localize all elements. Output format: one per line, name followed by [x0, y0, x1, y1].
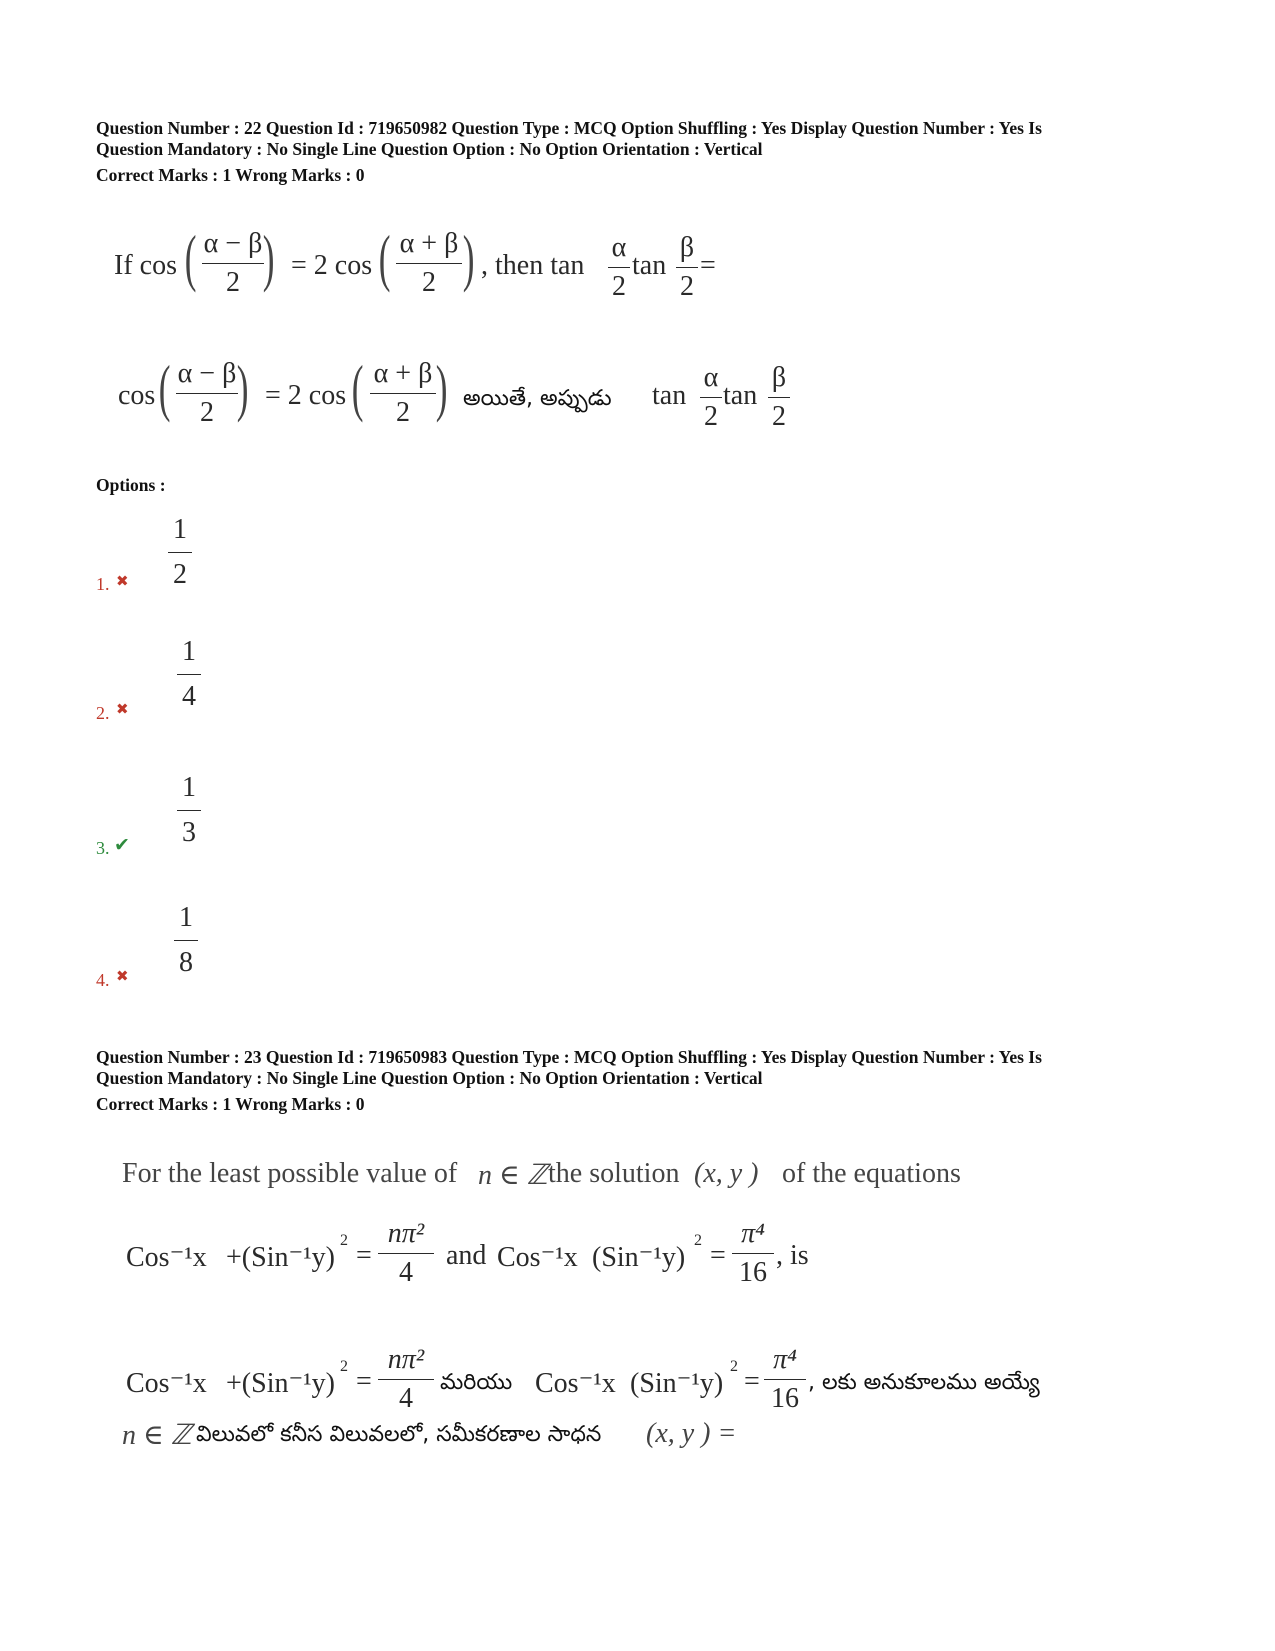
denominator: 3 — [182, 817, 196, 848]
denominator: 4 — [399, 1257, 413, 1288]
denominator: 16 — [771, 1383, 799, 1414]
telugu-then: అయితే, అప్పుడు — [463, 386, 612, 411]
left-paren: ( — [158, 352, 171, 423]
cos-inverse-x: Cos⁻¹x — [126, 1368, 207, 1399]
denominator: 2 — [704, 401, 718, 432]
numerator: 1 — [182, 636, 196, 667]
if-cos: If cos — [114, 250, 177, 281]
fraction-alpha-over-2 — [700, 362, 722, 433]
statement-part-b: the solution — [548, 1158, 680, 1189]
fraction-alpha-minus-beta — [176, 358, 238, 429]
numerator: α — [611, 232, 627, 263]
sin-inverse-y: (Sin⁻¹y) — [592, 1242, 686, 1273]
fraction-n-pi-squared-over-4 — [378, 1344, 434, 1415]
fraction-alpha-minus-beta — [202, 228, 264, 299]
fraction-n-pi-squared-over-4 — [378, 1218, 434, 1289]
xy-equals: (x, y ) = — [646, 1418, 737, 1449]
correct-check-icon: ✔ — [114, 835, 130, 856]
cos-inverse-x: Cos⁻¹x — [535, 1368, 616, 1399]
numerator: α − β — [203, 228, 263, 259]
square-exponent: 2 — [340, 1232, 348, 1249]
telugu-line2: విలువలో కనీస విలువలలో, సమీకరణాల సాధన — [196, 1422, 602, 1447]
wrong-cross-icon: ✖ — [116, 969, 129, 985]
telugu-and: మరియు — [440, 1370, 513, 1395]
right-paren: ) — [262, 222, 275, 293]
is-text: , is — [776, 1240, 809, 1271]
left-paren: ( — [351, 352, 364, 423]
tan-text: tan — [652, 380, 687, 411]
denominator: 2 — [612, 271, 626, 302]
numerator: β — [679, 232, 695, 263]
equals-2cos: = 2 cos — [265, 380, 347, 411]
statement-part-c: of the equations — [782, 1158, 961, 1189]
denominator: 16 — [739, 1257, 767, 1288]
numerator: α + β — [373, 358, 433, 389]
numerator: π⁴ — [741, 1218, 765, 1249]
square-exponent: 2 — [730, 1358, 738, 1375]
options-label: Options : — [96, 475, 166, 495]
option-fraction — [168, 514, 192, 591]
plus-sin-inverse-y: +(Sin⁻¹y) — [226, 1368, 335, 1399]
denominator: 2 — [422, 267, 436, 298]
telugu-tail: , లకు అనుకూలము అయ్యే — [808, 1370, 1040, 1395]
numerator: α + β — [399, 228, 459, 259]
square-exponent: 2 — [340, 1358, 348, 1375]
n-in-z: n ∈ ℤ — [122, 1420, 192, 1451]
equals-sign: = — [710, 1240, 726, 1271]
option-number: 1. — [96, 574, 110, 594]
option-fraction — [177, 772, 201, 849]
numerator: 1 — [179, 902, 193, 933]
equals-sign: = — [356, 1366, 372, 1397]
question-meta-line2: Question Mandatory : No Single Line Question Option : No Option Orientation : Vertical — [96, 1068, 763, 1088]
and-text: and — [446, 1240, 487, 1271]
question-meta-line2: Question Mandatory : No Single Line Question Option : No Option Orientation : Vertical — [96, 139, 763, 159]
wrong-cross-icon: ✖ — [116, 702, 129, 718]
numerator: α — [703, 362, 719, 393]
question-meta-line1: Question Number : 23 Question Id : 719650983 Question Type : MCQ Option Shuffling : Yes Display Question Number : Yes Is — [96, 1047, 1042, 1067]
option-number: 4. — [96, 970, 110, 990]
option-fraction — [177, 636, 201, 713]
question-marks: Correct Marks : 1 Wrong Marks : 0 — [96, 1094, 365, 1114]
option-number: 2. — [96, 703, 110, 723]
equals-sign: = — [744, 1366, 760, 1397]
equals-sign: = — [356, 1240, 372, 1271]
equals-2cos: = 2 cos — [291, 250, 373, 281]
numerator: π⁴ — [773, 1344, 797, 1375]
plus-sin-inverse-y: +(Sin⁻¹y) — [226, 1242, 335, 1273]
then-tan: , then tan — [481, 250, 585, 281]
denominator: 2 — [772, 401, 786, 432]
fraction-pi4-over-16 — [732, 1218, 774, 1289]
question-meta-line1: Question Number : 22 Question Id : 719650982 Question Type : MCQ Option Shuffling : Yes Display Question Number : Yes Is — [96, 118, 1042, 138]
right-paren: ) — [462, 222, 475, 293]
wrong-cross-icon: ✖ — [116, 574, 129, 590]
option-fraction — [174, 902, 198, 979]
numerator: nπ² — [387, 1344, 425, 1375]
numerator: 1 — [182, 772, 196, 803]
square-exponent: 2 — [694, 1232, 702, 1249]
denominator: 2 — [680, 271, 694, 302]
left-paren: ( — [184, 222, 197, 293]
cos-inverse-x: Cos⁻¹x — [126, 1242, 207, 1273]
fraction-alpha-over-2 — [608, 232, 630, 303]
equals-sign: = — [700, 250, 716, 281]
fraction-pi4-over-16 — [764, 1344, 806, 1415]
option-number: 3. — [96, 838, 110, 858]
denominator: 4 — [182, 681, 196, 712]
statement-part-a: For the least possible value of — [122, 1158, 458, 1189]
xy-pair: (x, y ) — [694, 1158, 759, 1189]
fraction-alpha-plus-beta — [370, 358, 436, 429]
fraction-beta-over-2 — [768, 362, 790, 433]
tan-text: tan — [723, 380, 758, 411]
denominator: 2 — [200, 397, 214, 428]
denominator: 8 — [179, 947, 193, 978]
numerator: β — [771, 362, 787, 393]
cos-inverse-x: Cos⁻¹x — [497, 1242, 578, 1273]
denominator: 2 — [173, 559, 187, 590]
cos-text: cos — [118, 380, 156, 411]
numerator: α − β — [177, 358, 237, 389]
sin-inverse-y: (Sin⁻¹y) — [630, 1368, 724, 1399]
numerator: 1 — [173, 514, 187, 545]
fraction-beta-over-2 — [676, 232, 698, 303]
denominator: 2 — [226, 267, 240, 298]
denominator: 4 — [399, 1383, 413, 1414]
denominator: 2 — [396, 397, 410, 428]
question-marks: Correct Marks : 1 Wrong Marks : 0 — [96, 165, 365, 185]
n-in-z: n ∈ ℤ — [478, 1160, 548, 1191]
tan-text: tan — [632, 250, 667, 281]
right-paren: ) — [435, 352, 448, 423]
fraction-alpha-plus-beta — [396, 228, 462, 299]
numerator: nπ² — [387, 1218, 425, 1249]
left-paren: ( — [378, 222, 391, 293]
right-paren: ) — [236, 352, 249, 423]
